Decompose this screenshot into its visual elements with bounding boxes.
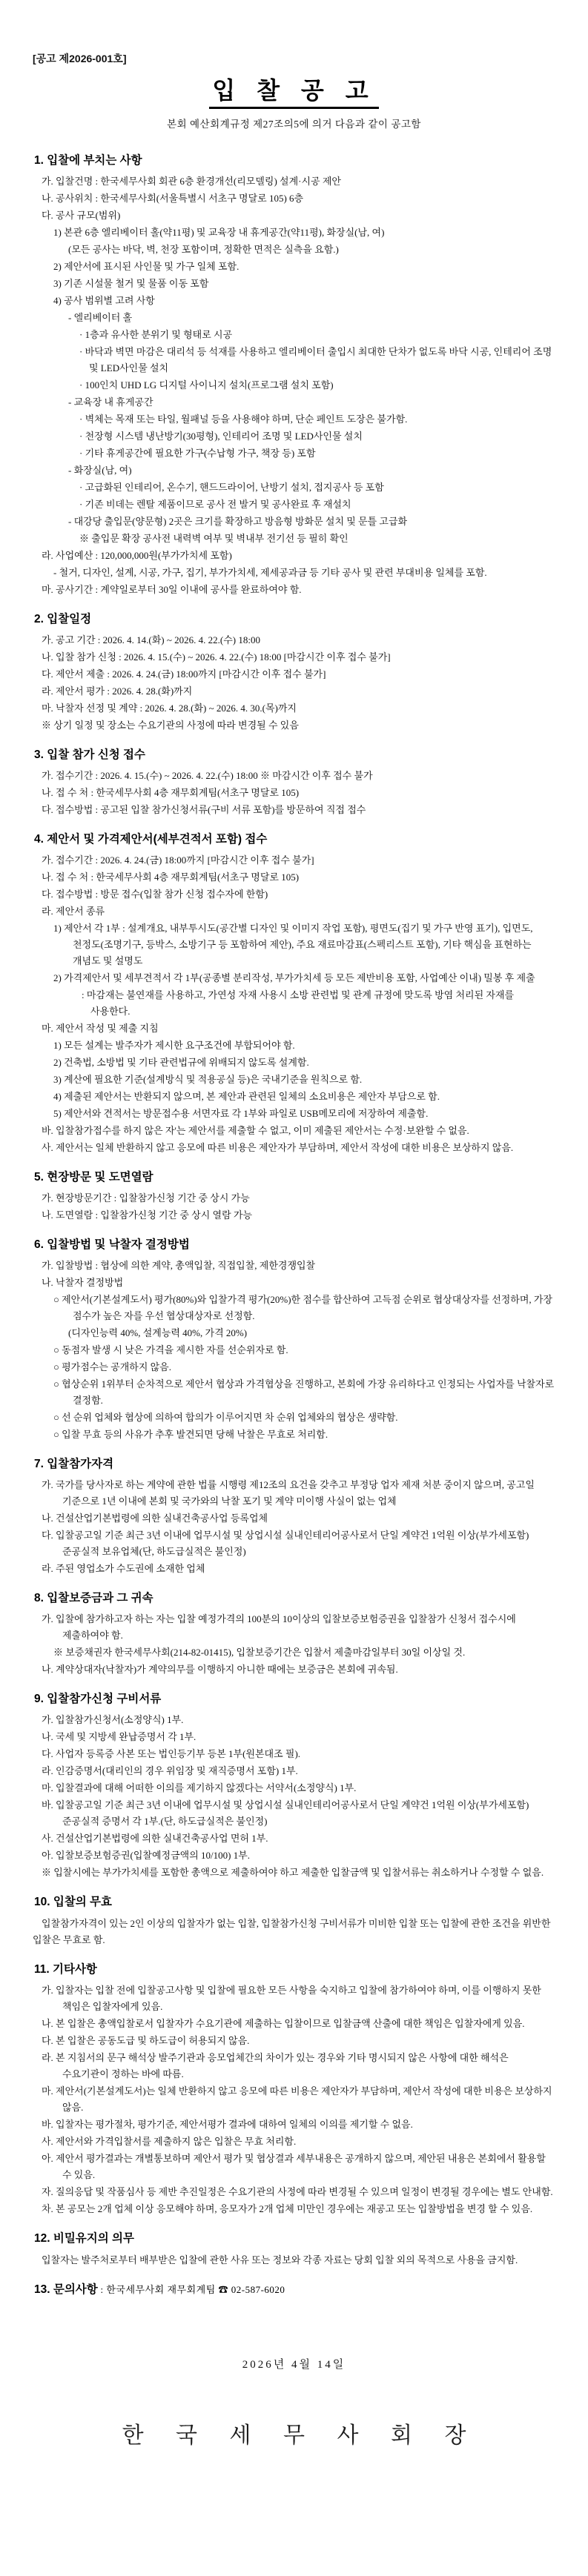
doc-line: 나. 국세 및 지방세 완납증명서 각 1부. <box>42 1730 196 1742</box>
doc-line: 라. 제안서 평가 : 2026. 4. 28.(화)까지 <box>42 685 193 697</box>
doc-line: 4) 제출된 제안서는 반환되지 않으며, 본 제안과 관련된 일체의 소요비용은 제안자 부담으로 함. <box>53 1090 440 1102</box>
doc-line: 라. 사업예산 : 120,000,000원(부가가치세 포함) <box>42 549 232 561</box>
section-heading <box>34 1236 555 1254</box>
doc-line: 가. 공고 기간 : 2026. 4. 14.(화) ~ 2026. 4. 22.(수) 18:00 <box>42 634 260 645</box>
doc-line: 나. 접 수 처 : 한국세무사회 4층 재무회계팀(서초구 명달로 105) <box>42 871 300 883</box>
section-heading-text: 4. 제안서 및 가격제안서(세부견적서 포함) 접수 <box>34 832 268 846</box>
section-heading-text: 7. 입찰참가자격 <box>34 1457 114 1470</box>
section-heading <box>34 831 555 849</box>
doc-line: - 엘리베이터 홀 <box>68 311 133 323</box>
doc-line: 라. 인감증명서(대리인의 경우 위임장 및 재직증명서 포함) 1부. <box>42 1765 298 1776</box>
doc-line: 다. 입찰공고일 기준 최근 3년 이내에 업무시설 및 상업시설 실내인테리어공사로서 단일 계약건 1억원 이상(부가세포함) 준공실적 보유업체(단, 하도급실적은 불인정) <box>42 1529 529 1557</box>
doc-line: 3) 기존 시설물 철거 및 물품 이동 포함 <box>53 277 209 289</box>
section-heading <box>34 746 555 764</box>
section-heading-text: 2. 입찰일정 <box>34 612 92 625</box>
doc-line: 라. 본 지침서의 문구 해석상 발주기관과 응모업체간의 차이가 있는 경우와 기타 명시되지 않은 사항에 대한 해석은 수요기관이 정하는 바에 따름. <box>42 2051 509 2079</box>
document-date: 2026년 4월 14일 <box>242 2358 346 2371</box>
section-heading-text: 3. 입찰 참가 신청 접수 <box>34 748 145 761</box>
doc-line: 가. 접수기간 : 2026. 4. 15.(수) ~ 2026. 4. 22.(수) 18:00 ※ 마감시간 이후 접수 불가 <box>42 769 373 781</box>
section <box>33 1455 555 1577</box>
doc-line: ○ 제안서(기본설계도서) 평가(80%)와 입찰가격 평가(20%)한 점수를 합산하여 고득점 순위로 협상대상자를 선정하며, 가장 점수가 높은 자를 우선 협상대상자로 선정함. <box>53 1293 553 1321</box>
doc-line: 사. 제안서와 가격입찰서를 제출하지 않은 입찰은 무효 처리함. <box>42 2135 297 2147</box>
doc-line: : 마감재는 불연재를 사용하고, 가연성 자재 사용시 소방 관련법 및 관계 규정에 맞도록 방염 처리된 자재를 사용한다. <box>82 989 515 1017</box>
doc-line: 아. 제안서 평가결과는 개별통보하며 제안서 평가 및 협상결과 세부내용은 공개하지 않으며, 제안된 내용은 본회에서 활용할 수 있음. <box>42 2152 546 2180</box>
doc-line: · 1층과 유사한 분위기 및 형태로 시공 <box>79 328 233 340</box>
doc-line: 가. 입찰건명 : 한국세무사회 회관 6층 환경개선(리모델링) 설계·시공 제안 <box>42 175 341 187</box>
doc-line: 3) 계산에 필요한 기준(설계방식 및 적용공실 등)은 국내기준을 원칙으로 함. <box>53 1073 363 1085</box>
section-heading <box>34 2230 555 2248</box>
page-title: 입 찰 공 고 <box>209 77 378 109</box>
doc-line: · 고급화된 인테리어, 온수기, 핸드드라이어, 난방기 설치, 접지공사 등 포함 <box>79 481 384 493</box>
doc-line: 나. 접 수 처 : 한국세무사회 4층 재무회계팀(서초구 명달로 105) <box>42 786 300 798</box>
doc-line: · 벽체는 목재 또는 타일, 월패널 등을 사용해야 하며, 단순 페인트 도장은 불가함. <box>79 413 408 425</box>
doc-line: ※ 상기 일정 및 장소는 수요기관의 사정에 따라 변경될 수 있음 <box>42 719 299 731</box>
document-body <box>33 152 555 2299</box>
section-heading-text: 9. 입찰참가신청 구비서류 <box>34 1692 162 1705</box>
doc-line: 가. 접수기간 : 2026. 4. 24.(금) 18:00까지 [마감시간 이후 접수 불가] <box>42 854 314 866</box>
section-heading <box>34 1893 555 1911</box>
section-heading-text: 12. 비밀유지의 의무 <box>34 2231 134 2245</box>
section-heading-text: 11. 기타사항 <box>34 1962 97 1976</box>
section-heading <box>34 611 555 628</box>
doc-line: 2) 가격제안서 및 세부견적서 각 1부(공종별 분리작성, 부가가치세 등 모든 제반비용 포함, 사업예산 이내) 밀봉 후 제출 <box>53 972 535 983</box>
section <box>33 831 555 1156</box>
doc-line: 나. 본 입찰은 총액입찰로서 입찰자가 수요기관에 제출하는 입찰이므로 입찰금액 산출에 대한 책임은 입찰자에게 있음. <box>42 2017 525 2029</box>
section-heading-suffix: : 한국세무사회 재무회계팀 ☎ 02-587-6020 <box>97 2283 285 2295</box>
doc-line: 라. 제안서 종류 <box>42 905 105 917</box>
section <box>33 1690 555 1881</box>
doc-line: 자. 질의응답 및 작품심사 등 제반 추진일정은 수요기관의 사정에 따라 변경될 수 있으며 일정이 변경될 경우에는 별도 안내함. <box>42 2185 553 2197</box>
section <box>33 2281 555 2299</box>
doc-line: · 바닥과 벽면 마감은 대리석 등 석재를 사용하고 엘리베이터 출입시 최대한 단차가 없도록 바닥 시공, 인테리어 조명 및 LED사인물 설치 <box>79 345 552 374</box>
section-heading <box>34 1169 555 1186</box>
doc-line: 1) 제안서 각 1부 : 설계개요, 내부투시도(공간별 디자인 및 이미지 작업 포함), 평면도(집기 및 가구 반영 표기), 입면도, 천정도(조명기구, 등박스, 소방기구 등 포함하여 제안), 주요 재료마감표(스펙리스트 포함), 기타 핵심을 표현하는 개념도 및 설명도 <box>53 922 533 966</box>
doc-line: 사. 제안서는 일체 반환하지 않고 응모에 따른 비용은 제안자가 부담하며, 제안서 작성에 대한 비용은 보상하지 않음. <box>42 1141 514 1153</box>
doc-line: ※ 입찰시에는 부가가치세를 포함한 총액으로 제출하여야 하고 제출한 입찰금액 및 입찰서류는 취소하거나 수정할 수 없음. <box>42 1866 544 1878</box>
doc-line: 나. 낙찰자 결정방법 <box>42 1276 124 1288</box>
doc-line: 가. 입찰참가신청서(소정양식) 1부. <box>42 1713 184 1725</box>
doc-line: 가. 입찰자는 입찰 전에 입찰공고사항 및 입찰에 필요한 모든 사항을 숙지하고 입찰에 참가하여야 하며, 이를 이행하지 못한 책임은 입찰자에게 있음. <box>42 1984 541 2012</box>
doc-line: 마. 제안서(기본설계도서)는 일체 반환하지 않고 응모에 따른 비용은 제안자가 부담하며, 제안서 작성에 대한 비용은 보상하지 않음. <box>42 2085 552 2113</box>
section-heading <box>34 1961 555 1979</box>
doc-line: 아. 입찰보증보험증권(입찰예정금액의 10/100) 1부. <box>42 1849 251 1861</box>
doc-line: 나. 입찰 참가 신청 : 2026. 4. 15.(수) ~ 2026. 4. 22.(수) 18:00 [마감시간 이후 접수 불가] <box>42 651 391 663</box>
section-heading <box>34 1590 555 1607</box>
doc-line: 바. 입찰참가접수를 하지 않은 자'는 제안서를 제출할 수 없고, 이미 제출된 제안서는 수정·보완할 수 없음. <box>42 1124 469 1136</box>
title-wrap <box>33 77 555 109</box>
section-heading <box>34 1455 555 1473</box>
section-heading <box>34 2281 555 2299</box>
doc-line: · 기존 비데는 렌탈 제품이므로 공사 전 발거 및 공사완료 후 재설치 <box>79 498 351 510</box>
section <box>33 611 555 734</box>
doc-line: · 100인치 UHD LG 디지털 사이니지 설치(프로그램 설치 포함) <box>79 379 334 391</box>
doc-line: 입찰자는 발주처로부터 배부받은 입찰에 관한 사유 또는 정보와 각종 자료는 당회 입찰 외의 목적으로 사용을 금지함. <box>42 2254 518 2265</box>
doc-line: ○ 평가점수는 공개하지 않음. <box>53 1361 171 1372</box>
doc-line: 나. 도면열람 : 입찰참가신청 기간 중 상시 열람 가능 <box>42 1209 253 1221</box>
doc-line: 나. 공사위치 : 한국세무사회(서울특별시 서초구 명달로 105) 6층 <box>42 192 304 204</box>
doc-line: 마. 제안서 작성 및 제출 지침 <box>42 1022 159 1034</box>
doc-line: 마. 낙찰자 선정 및 계약 : 2026. 4. 28.(화) ~ 2026. 4. 30.(목)까지 <box>42 702 297 714</box>
doc-line: 다. 접수방법 : 공고된 입찰 참가신청서류(구비 서류 포함)를 방문하여 직접 접수 <box>42 803 366 815</box>
doc-line: 가. 국가를 당사자로 하는 계약에 관한 법률 시행령 제12조의 요건을 갖추고 부정당 업자 제재 처분 중이지 않으며, 공고일 기준으로 1년 이내에 본회 및 국가와의 낙찰 포기 및 계약 미이행 사실이 없는 업체 <box>42 1478 535 1507</box>
section <box>33 152 555 598</box>
doc-line: 다. 접수방법 : 방문 접수(입찰 참가 신청 접수자에 한함) <box>42 888 268 900</box>
doc-line: 4) 공사 범위별 고려 사항 <box>53 294 155 306</box>
doc-line: - 화장실(남, 여) <box>68 464 132 476</box>
doc-line: 1) 본관 6층 엘리베이터 홀(약11평) 및 교육장 내 휴게공간(약11평), 화장실(남, 여) <box>53 226 385 238</box>
signature: 한 국 세 무 사 회 장 <box>122 2423 480 2448</box>
section-heading-text: 5. 현장방문 및 도면열람 <box>34 1170 153 1184</box>
section-heading-text: 10. 입찰의 무효 <box>34 1895 113 1908</box>
section-heading <box>34 152 555 170</box>
section-heading <box>34 1690 555 1708</box>
doc-line: - 교육장 내 휴게공간 <box>68 396 153 408</box>
section <box>33 1169 555 1224</box>
doc-line: · 천장형 시스템 냉난방기(30평형), 인테리어 조명 및 LED사인물 설치 <box>79 430 363 442</box>
doc-line: ○ 선 순위 업체와 협상에 의하여 합의가 이루어지면 차 순위 업체와의 협상은 생략함. <box>53 1411 398 1423</box>
doc-line: 차. 본 공모는 2개 업체 이상 응모해야 하며, 응모자가 2개 업체 미만인 경우에는 재공고 또는 입찰방법을 변경 할 수 있음. <box>42 2202 533 2214</box>
doc-line: 2) 제안서에 표시된 사인물 및 가구 일체 포함. <box>53 260 240 272</box>
doc-line: - 철거, 디자인, 설계, 시공, 가구, 집기, 부가가치세, 제세공과금 등 기타 공사 및 관련 부대비용 일체를 포함. <box>53 566 487 578</box>
doc-line: ○ 협상순위 1위부터 순차적으로 제안서 협상과 가격협상을 진행하고, 본회에 가장 유리하다고 인정되는 사업자를 낙찰자로 결정함. <box>53 1378 555 1406</box>
section <box>33 746 555 818</box>
section <box>33 1236 555 1443</box>
section-heading-text: 8. 입찰보증금과 그 귀속 <box>34 1591 153 1604</box>
section-heading-text: 6. 입찰방법 및 낙찰자 결정방법 <box>34 1238 190 1251</box>
doc-line: 가. 현장방문기간 : 입찰참가신청 기간 중 상시 가능 <box>42 1192 250 1204</box>
section <box>33 1590 555 1678</box>
doc-line: ○ 입찰 무효 등의 사유가 추후 발견되면 당해 낙찰은 무효로 처리함. <box>53 1428 328 1440</box>
doc-line: 2) 건축법, 소방법 및 기타 관련법규에 위배되지 않도록 설계함. <box>53 1056 309 1068</box>
section-heading-text: 13. 문의사항 <box>34 2283 98 2296</box>
doc-line: 다. 사업자 등록증 사본 또는 법인등기부 등본 1부(원본대조 필). <box>42 1747 301 1759</box>
doc-line: (디자인능력 40%, 설계능력 40%, 가격 20%) <box>68 1327 248 1338</box>
doc-line: 다. 제안서 제출 : 2026. 4. 24.(금) 18:00까지 [마감시간 이후 접수 불가] <box>42 668 326 680</box>
section-heading-text: 1. 입찰에 부치는 사항 <box>34 153 142 167</box>
doc-line: 라. 주된 영업소가 수도권에 소재한 업체 <box>42 1562 205 1574</box>
doc-line: · 기타 휴게공간에 필요한 가구(수납형 가구, 책장 등) 포함 <box>79 447 316 459</box>
doc-line: ※ 보증채권자 한국세무사회(214-82-01415), 입찰보증기간은 입찰서 제출마감일부터 30일 이상일 것. <box>53 1646 466 1658</box>
doc-line: 마. 입찰결과에 대해 어떠한 이의를 제기하지 않겠다는 서약서(소정양식) 1부. <box>42 1782 357 1793</box>
doc-line: 나. 건설산업기본법령에 의한 실내건축공사업 등록업체 <box>42 1512 268 1524</box>
doc-line: 가. 입찰에 참가하고자 하는 자는 입찰 예정가격의 100분의 10이상의 입찰보증보험증권을 입찰참가 신청서 접수시에 제출하여야 함. <box>42 1613 516 1641</box>
doc-line: ※ 출입문 확장 공사전 내력벽 여부 및 벽내부 전기선 등 필히 확인 <box>79 532 348 544</box>
notice-number: [공고 제2026-001호] <box>33 53 127 64</box>
doc-line: - 대강당 출입문(양문형) 2곳은 크기를 확장하고 방음형 방화문 설치 및 문틀 고급화 <box>68 515 408 527</box>
doc-line: 마. 공사기간 : 계약일로부터 30일 이내에 공사를 완료하여야 함. <box>42 583 302 595</box>
section <box>33 1961 555 2217</box>
doc-line: 다. 본 입찰은 공동도급 및 하도급이 허용되지 않음. <box>42 2034 250 2046</box>
doc-line: 가. 입찰방법 : 협상에 의한 계약, 총액입찰, 직접입찰, 제한경쟁입찰 <box>42 1259 316 1271</box>
doc-line: 입찰참가자격이 있는 2인 이상의 입찰자가 없는 입찰, 입찰참가신청 구비서류가 미비한 입찰 또는 입찰에 관한 조건을 위반한 입찰은 무효로 함. <box>33 1917 551 1945</box>
doc-line: 바. 입찰자는 평가절차, 평가기준, 제안서평가 결과에 대하여 일체의 이의를 제기할 수 없음. <box>42 2118 413 2130</box>
doc-line: (모든 공사는 바닥, 벽, 천장 포함이며, 정확한 면적은 실측을 요함.) <box>68 243 339 255</box>
section <box>33 2230 555 2268</box>
doc-line: 나. 계약상대자(낙찰자)가 계약의무를 이행하지 아니한 때에는 보증금은 본회에 귀속됨. <box>42 1663 398 1675</box>
doc-line: ○ 동점자 발생 시 낮은 가격을 제시한 자를 선순위자로 함. <box>53 1344 288 1355</box>
document-subtitle: 본회 예산회계규정 제27조의5에 의거 다음과 같이 공고함 <box>167 118 421 130</box>
section <box>33 1893 555 1948</box>
doc-line: 5) 제안서와 견적서는 방문접수용 서면자료 각 1부와 파일로 USB메모리에 저장하여 제출함. <box>53 1107 429 1119</box>
doc-line: 사. 건설산업기본법령에 의한 실내건축공사업 면허 1부. <box>42 1832 268 1844</box>
doc-line: 바. 입찰공고일 기준 최근 3년 이내에 업무시설 및 상업시설 실내인테리어공사로서 단일 계약건 1억원 이상(부가세포함) 준공실적 증명서 각 1부.(단, 하도급실적은 불인정) <box>42 1799 529 1827</box>
doc-line: 다. 공사 규모(범위) <box>42 209 121 221</box>
doc-line: 1) 모든 설계는 발주자가 제시한 요구조건에 부합되어야 함. <box>53 1039 295 1051</box>
